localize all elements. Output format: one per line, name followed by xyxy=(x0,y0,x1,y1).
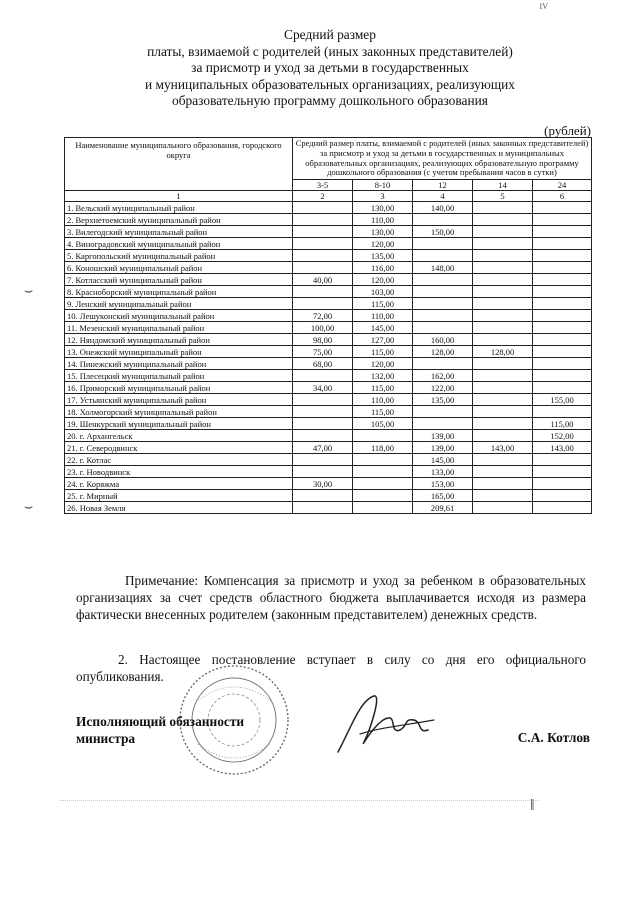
column-number-cell: 4 xyxy=(413,191,473,202)
fee-value-cell xyxy=(473,322,533,334)
fee-value-cell xyxy=(473,466,533,478)
fee-value-cell xyxy=(533,466,592,478)
fee-value-cell: 127,00 xyxy=(353,334,413,346)
title-line: за присмотр и уход за детьми в государственных xyxy=(191,60,469,75)
municipality-name: 12. Няндомский муниципальный район xyxy=(65,334,293,346)
hours-header-cell: 14 xyxy=(473,180,533,191)
fee-value-cell: 47,00 xyxy=(293,442,353,454)
corner-mark: IV xyxy=(539,2,548,11)
fee-value-cell xyxy=(293,238,353,250)
hours-header-cell: 3-5 xyxy=(293,180,353,191)
fee-value-cell xyxy=(473,382,533,394)
fee-value-cell xyxy=(533,490,592,502)
fee-value-cell: 115,00 xyxy=(353,346,413,358)
fee-value-cell xyxy=(533,310,592,322)
fee-value-cell: 140,00 xyxy=(413,202,473,214)
table-row xyxy=(65,442,592,454)
municipality-name: 21. г. Северодвинск xyxy=(65,442,293,454)
fee-value-cell: 132,00 xyxy=(353,370,413,382)
municipality-name: 18. Холмогорский муниципальный район xyxy=(65,406,293,418)
fee-value-cell xyxy=(293,370,353,382)
fee-value-cell: 150,00 xyxy=(413,226,473,238)
fee-value-cell xyxy=(473,262,533,274)
fee-value-cell xyxy=(533,334,592,346)
municipality-name: 26. Новая Земля xyxy=(65,502,293,514)
fee-value-cell xyxy=(533,286,592,298)
fee-value-cell xyxy=(473,226,533,238)
fee-value-cell: 153,00 xyxy=(413,478,473,490)
fee-value-cell xyxy=(293,226,353,238)
municipality-name: 6. Коношский муниципальный район xyxy=(65,262,293,274)
note-paragraph xyxy=(76,572,586,623)
fee-value-cell xyxy=(353,466,413,478)
fee-value-cell: 152,00 xyxy=(533,430,592,442)
table-row xyxy=(65,334,592,346)
fee-value-cell: 130,00 xyxy=(353,202,413,214)
title-line: образовательную программу дошкольного образования xyxy=(172,93,488,108)
fee-value-cell xyxy=(533,214,592,226)
table-row xyxy=(65,490,592,502)
table-row xyxy=(65,478,592,490)
fee-value-cell xyxy=(473,502,533,514)
fee-value-cell: 68,00 xyxy=(293,358,353,370)
fee-value-cell: 148,00 xyxy=(413,262,473,274)
municipality-name: 8. Красноборский муниципальный район xyxy=(65,286,293,298)
fee-value-cell xyxy=(413,250,473,262)
header-fee-description: Средний размер платы, взимаемой с родителей (иных законных представителей) за присмотр и уход за детьми в государственных и муниципальных образовательных организациях, реализующих образовательную программу дошкольного образования (с учетом пребывания часов в сутки) xyxy=(293,138,592,180)
fee-value-cell xyxy=(473,298,533,310)
margin-bracket-mark: ⌣ xyxy=(24,284,34,299)
units-label: (рублей) xyxy=(544,123,591,138)
municipality-name: 9. Ленский муниципальный район xyxy=(65,298,293,310)
fee-value-cell xyxy=(353,430,413,442)
fee-value-cell xyxy=(413,322,473,334)
table-row xyxy=(65,406,592,418)
fee-value-cell xyxy=(473,418,533,430)
fee-value-cell: 143,00 xyxy=(533,442,592,454)
fee-value-cell xyxy=(533,478,592,490)
fee-value-cell: 100,00 xyxy=(293,322,353,334)
signatory-position xyxy=(76,713,244,747)
fee-value-cell xyxy=(533,502,592,514)
fee-value-cell: 115,00 xyxy=(353,406,413,418)
note-text: Примечание: Компенсация за присмотр и уход за ребенком в образовательных организациях за счет средств областного бюджета выплачивается исходя из размера фактически внесенных родителем (законным представителем) денежных средств. xyxy=(76,573,586,622)
fee-value-cell: 115,00 xyxy=(533,418,592,430)
fee-value-cell xyxy=(533,370,592,382)
municipality-name: 20. г. Архангельск xyxy=(65,430,293,442)
municipality-name: 11. Мезенский муниципальный район xyxy=(65,322,293,334)
table-body xyxy=(65,202,592,514)
fee-value-cell xyxy=(473,202,533,214)
fee-value-cell xyxy=(473,394,533,406)
table-row xyxy=(65,466,592,478)
clause-paragraph xyxy=(76,651,586,685)
fee-value-cell xyxy=(293,250,353,262)
municipality-name: 15. Плесецкий муниципальный район xyxy=(65,370,293,382)
fee-value-cell xyxy=(293,298,353,310)
municipality-name: 19. Шенкурский муниципальный район xyxy=(65,418,293,430)
fee-value-cell: 155,00 xyxy=(533,394,592,406)
table-row xyxy=(65,346,592,358)
column-number-cell: 1 xyxy=(65,191,293,202)
fee-value-cell: 162,00 xyxy=(413,370,473,382)
fee-value-cell xyxy=(473,358,533,370)
fee-value-cell xyxy=(353,454,413,466)
fee-value-cell xyxy=(293,454,353,466)
fee-value-cell xyxy=(473,406,533,418)
municipality-name: 23. г. Новодвинск xyxy=(65,466,293,478)
fee-value-cell xyxy=(533,274,592,286)
fee-value-cell xyxy=(533,298,592,310)
footer-divider xyxy=(60,800,540,801)
fee-value-cell xyxy=(353,490,413,502)
signatory-name: С.А. Котлов xyxy=(517,730,590,745)
table-row xyxy=(65,310,592,322)
fee-value-cell xyxy=(293,214,353,226)
fee-value-cell: 40,00 xyxy=(293,274,353,286)
column-number-cell: 5 xyxy=(473,191,533,202)
fee-value-cell xyxy=(533,322,592,334)
fee-value-cell: 72,00 xyxy=(293,310,353,322)
municipality-name: 5. Каргопольский муниципальный район xyxy=(65,250,293,262)
fee-value-cell xyxy=(293,286,353,298)
municipality-name: 7. Котласский муниципальный район xyxy=(65,274,293,286)
fee-value-cell xyxy=(473,490,533,502)
fee-value-cell xyxy=(473,454,533,466)
page-edge-mark: ‖ xyxy=(530,797,535,814)
fee-value-cell xyxy=(413,214,473,226)
municipality-name: 14. Пинежский муниципальный район xyxy=(65,358,293,370)
municipality-name: 1. Вельский муниципальный район xyxy=(65,202,293,214)
fee-value-cell xyxy=(413,274,473,286)
fee-value-cell xyxy=(473,478,533,490)
fee-value-cell xyxy=(533,346,592,358)
table-row xyxy=(65,418,592,430)
municipality-name: 3. Вилегодский муниципальный район xyxy=(65,226,293,238)
fee-value-cell xyxy=(293,466,353,478)
fee-value-cell xyxy=(473,214,533,226)
fee-value-cell xyxy=(533,454,592,466)
table-row xyxy=(65,286,592,298)
fee-value-cell xyxy=(413,358,473,370)
fee-value-cell: 130,00 xyxy=(353,226,413,238)
fee-value-cell: 98,00 xyxy=(293,334,353,346)
fee-value-cell xyxy=(293,418,353,430)
column-number-cell: 2 xyxy=(293,191,353,202)
table-row xyxy=(65,274,592,286)
column-number-cell: 3 xyxy=(353,191,413,202)
municipality-name: 22. г. Котлас xyxy=(65,454,293,466)
fee-value-cell xyxy=(293,406,353,418)
fee-value-cell: 118,00 xyxy=(353,442,413,454)
fee-value-cell: 209,61 xyxy=(413,502,473,514)
handwritten-signature-icon xyxy=(330,690,440,760)
position-line: Исполняющий обязанности xyxy=(76,714,245,729)
table-row xyxy=(65,370,592,382)
fee-value-cell: 110,00 xyxy=(353,214,413,226)
column-number-cell: 6 xyxy=(533,191,592,202)
table-row xyxy=(65,322,592,334)
fee-value-cell xyxy=(413,238,473,250)
table-row xyxy=(65,238,592,250)
hours-header-cell: 12 xyxy=(413,180,473,191)
fee-value-cell: 120,00 xyxy=(353,358,413,370)
fee-value-cell: 139,00 xyxy=(413,442,473,454)
table-row xyxy=(65,394,592,406)
table-row xyxy=(65,502,592,514)
margin-bracket-mark: ⌣ xyxy=(24,500,34,515)
fee-value-cell xyxy=(533,202,592,214)
table-row xyxy=(65,226,592,238)
fee-value-cell xyxy=(533,406,592,418)
fee-value-cell: 115,00 xyxy=(353,298,413,310)
title-line: Средний размер xyxy=(284,27,376,42)
position-line: министра xyxy=(76,731,136,746)
fee-value-cell xyxy=(293,394,353,406)
fee-value-cell: 128,00 xyxy=(473,346,533,358)
fee-value-cell: 122,00 xyxy=(413,382,473,394)
fee-value-cell xyxy=(473,238,533,250)
fee-value-cell xyxy=(473,250,533,262)
fee-value-cell xyxy=(353,502,413,514)
fee-value-cell xyxy=(473,370,533,382)
fee-value-cell xyxy=(473,286,533,298)
fee-value-cell xyxy=(533,250,592,262)
fee-value-cell: 34,00 xyxy=(293,382,353,394)
fee-value-cell xyxy=(473,274,533,286)
table-row xyxy=(65,214,592,226)
fees-table xyxy=(64,137,592,514)
fee-value-cell xyxy=(473,334,533,346)
hours-header-cell: 24 xyxy=(533,180,592,191)
fee-value-cell xyxy=(533,358,592,370)
municipality-name: 17. Устьянский муниципальный район xyxy=(65,394,293,406)
fee-value-cell: 110,00 xyxy=(353,394,413,406)
header-municipality: Наименование муниципального образования, городского округа xyxy=(65,138,293,191)
fee-value-cell: 160,00 xyxy=(413,334,473,346)
table-row xyxy=(65,430,592,442)
municipality-name: 13. Онежский муниципальный район xyxy=(65,346,293,358)
fee-value-cell: 110,00 xyxy=(353,310,413,322)
fee-value-cell xyxy=(413,286,473,298)
municipality-name: 25. г. Мирный xyxy=(65,490,293,502)
fee-value-cell: 139,00 xyxy=(413,430,473,442)
fee-value-cell xyxy=(533,238,592,250)
document-title xyxy=(60,27,600,110)
fee-value-cell xyxy=(473,430,533,442)
municipality-name: 10. Лешуконский муниципальный район xyxy=(65,310,293,322)
fee-value-cell: 75,00 xyxy=(293,346,353,358)
fee-value-cell: 103,00 xyxy=(353,286,413,298)
fee-value-cell: 120,00 xyxy=(353,238,413,250)
fee-value-cell: 145,00 xyxy=(353,322,413,334)
fee-value-cell xyxy=(293,502,353,514)
column-numbers-row xyxy=(65,191,592,202)
fee-value-cell xyxy=(293,430,353,442)
table-row xyxy=(65,454,592,466)
fee-value-cell: 133,00 xyxy=(413,466,473,478)
fee-value-cell xyxy=(413,406,473,418)
table-row xyxy=(65,358,592,370)
clause-text: 2. Настоящее постановление вступает в силу со дня его официального опубликования. xyxy=(76,652,586,684)
fee-value-cell: 120,00 xyxy=(353,274,413,286)
fee-value-cell xyxy=(353,478,413,490)
municipality-name: 24. г. Коряжма xyxy=(65,478,293,490)
fee-value-cell: 135,00 xyxy=(413,394,473,406)
fee-value-cell: 145,00 xyxy=(413,454,473,466)
fee-value-cell xyxy=(413,298,473,310)
municipality-name: 4. Виноградовский муниципальный район xyxy=(65,238,293,250)
title-line: платы, взимаемой с родителей (иных законных представителей) xyxy=(147,43,513,59)
fee-value-cell: 105,00 xyxy=(353,418,413,430)
fee-value-cell: 115,00 xyxy=(353,382,413,394)
fee-value-cell xyxy=(533,226,592,238)
fee-value-cell xyxy=(293,490,353,502)
table-row xyxy=(65,382,592,394)
fee-value-cell xyxy=(293,202,353,214)
table-row xyxy=(65,202,592,214)
fee-value-cell xyxy=(293,262,353,274)
fee-value-cell xyxy=(473,310,533,322)
fee-value-cell xyxy=(533,382,592,394)
hours-header-cell: 8-10 xyxy=(353,180,413,191)
fee-value-cell: 143,00 xyxy=(473,442,533,454)
table-row xyxy=(65,298,592,310)
table-row xyxy=(65,250,592,262)
fee-value-cell xyxy=(533,262,592,274)
title-line: и муниципальных образовательных организациях, реализующих xyxy=(144,76,516,92)
fee-value-cell xyxy=(413,418,473,430)
municipality-name: 2. Верхнетоемский муниципальный район xyxy=(65,214,293,226)
table-row xyxy=(65,262,592,274)
fee-value-cell: 165,00 xyxy=(413,490,473,502)
fee-value-cell xyxy=(413,310,473,322)
fee-value-cell: 135,00 xyxy=(353,250,413,262)
fee-value-cell: 128,00 xyxy=(413,346,473,358)
fee-value-cell: 116,00 xyxy=(353,262,413,274)
municipality-name: 16. Приморский муниципальный район xyxy=(65,382,293,394)
fee-value-cell: 30,00 xyxy=(293,478,353,490)
